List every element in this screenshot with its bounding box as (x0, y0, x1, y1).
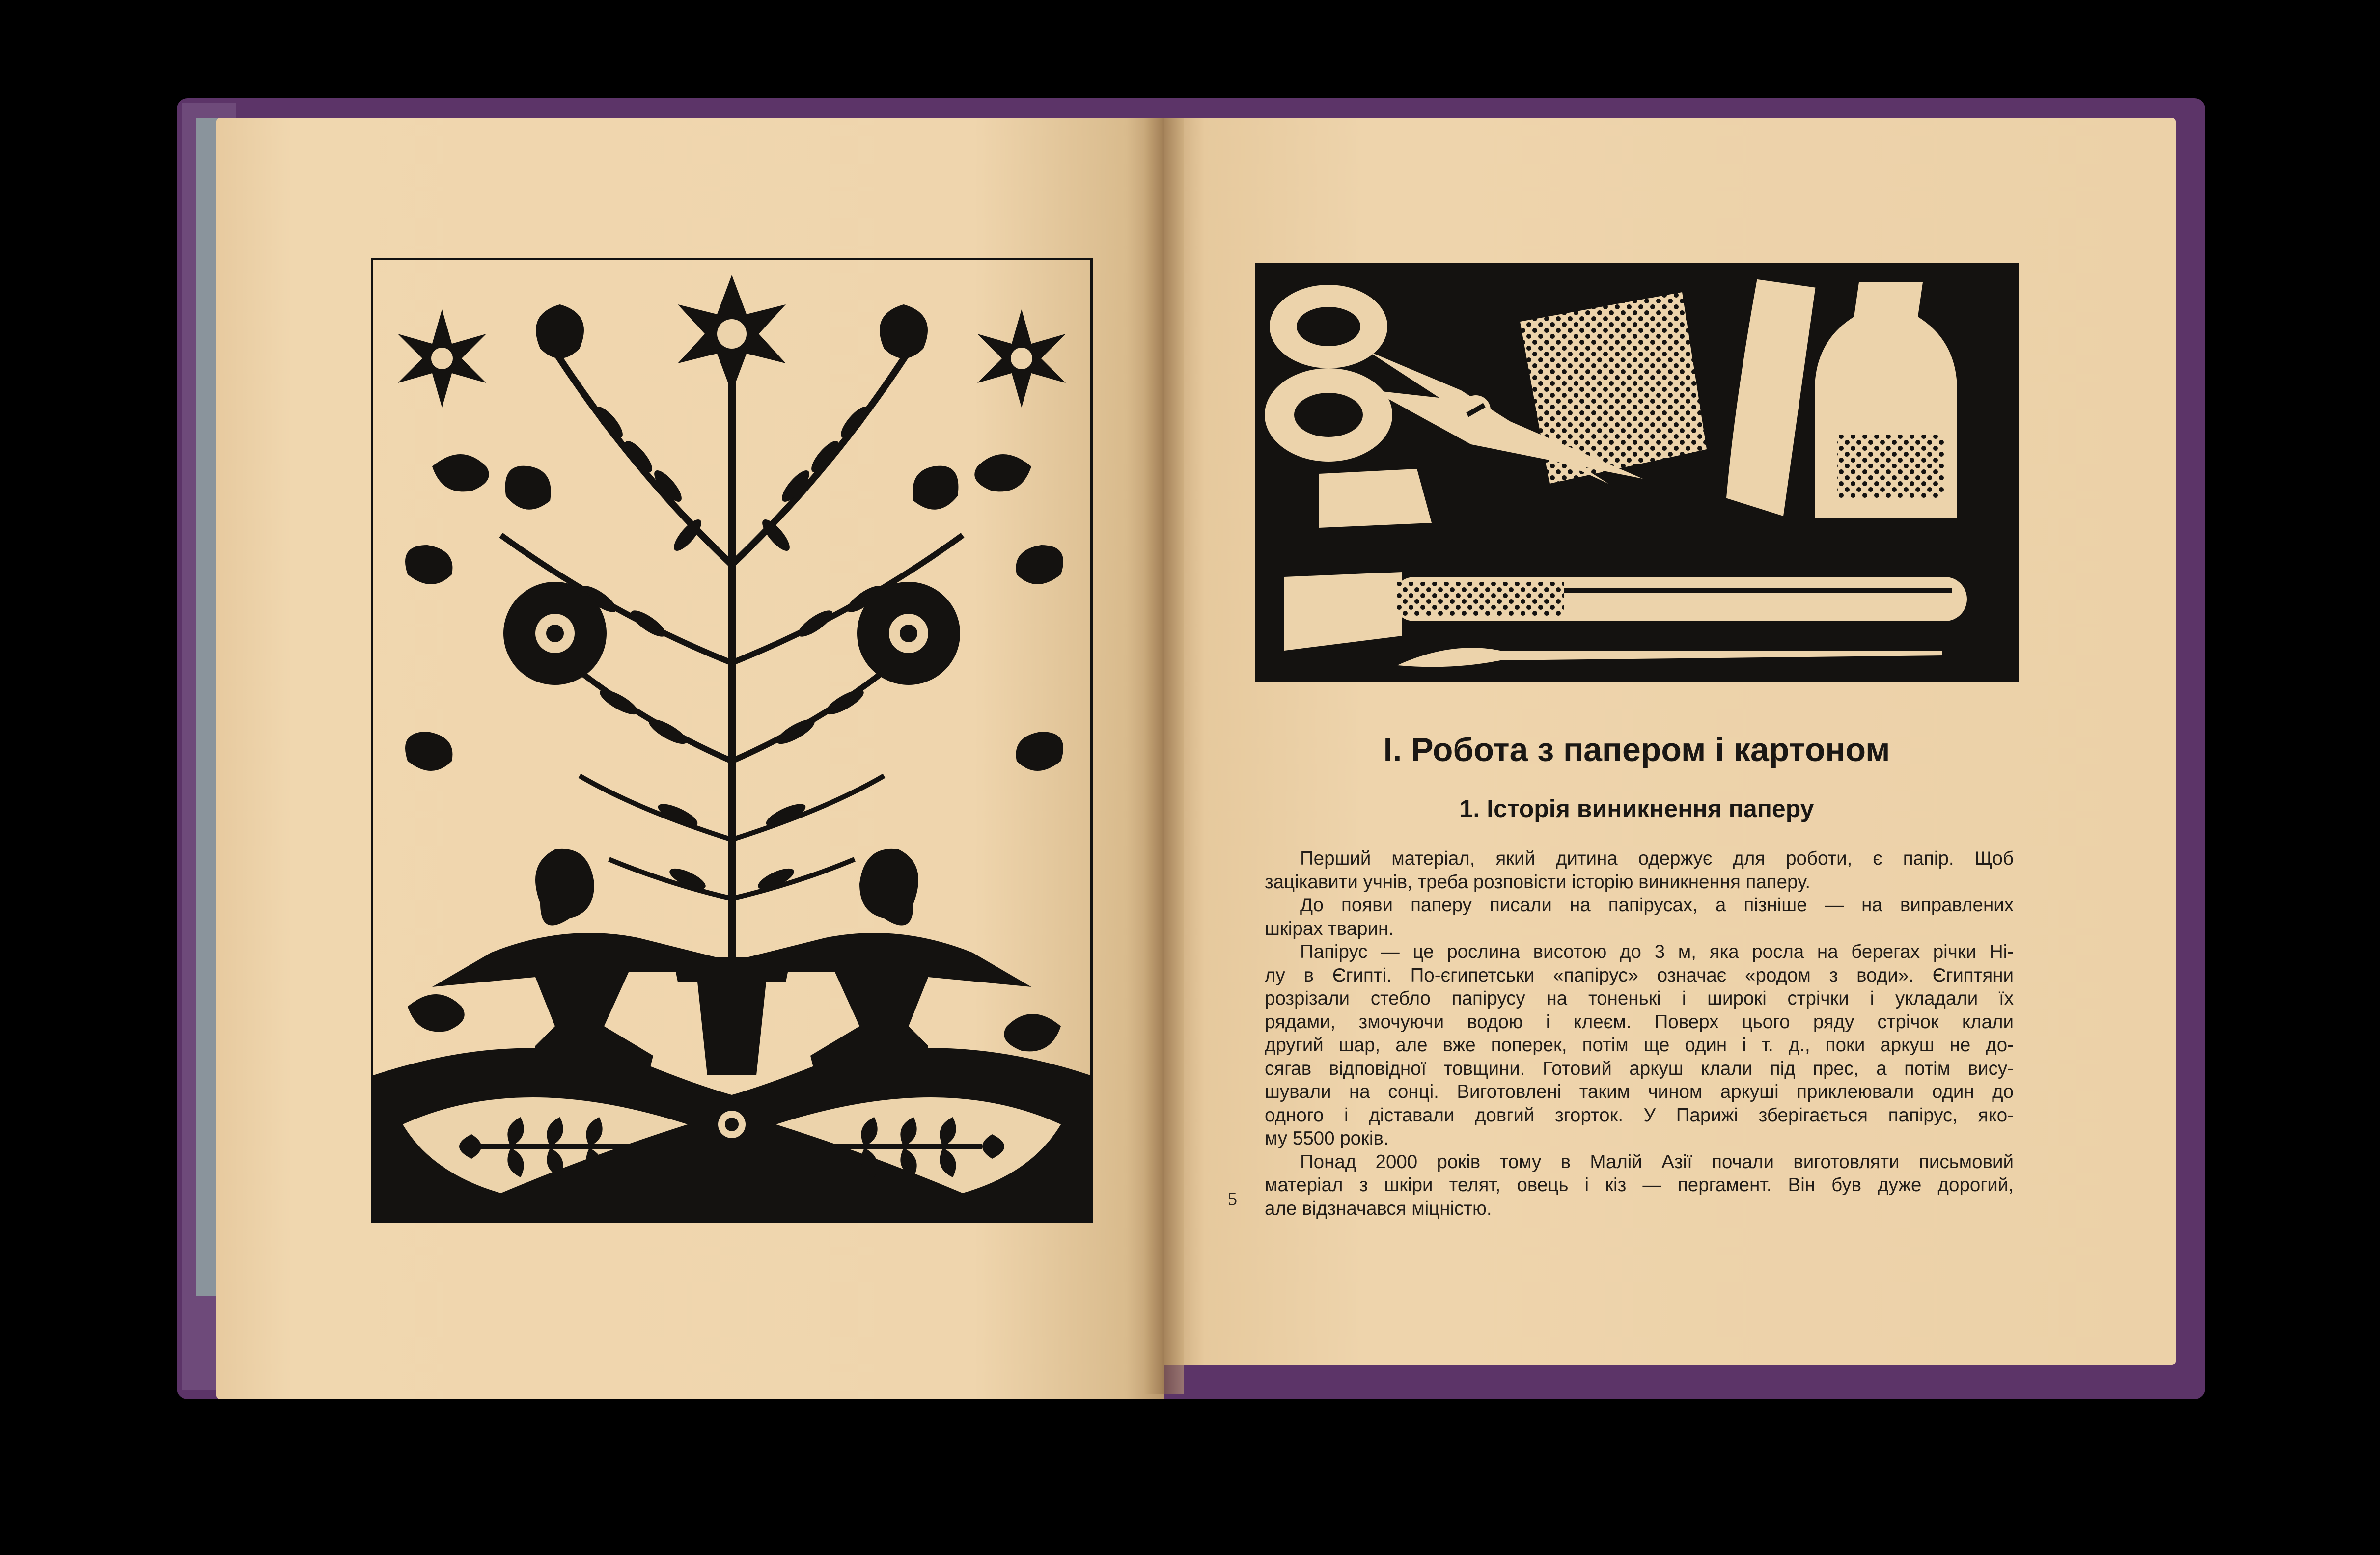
text-line: одного і діставали довгий згорток. У Парижі зберігається папірус, яко- (1265, 1104, 2014, 1126)
page-number: 5 (1228, 1189, 1237, 1209)
text-line: шували на сонці. Виготовлені таким чином аркуші приклеювали один до (1265, 1081, 2014, 1102)
text-line: лу в Єгипті. По-єгипетськи «папірус» означає «родом з води». Єгиптяни (1265, 964, 2014, 986)
text-line: розрізали стебло папірусу на тоненькі і широкі стрічки і укладали їх (1265, 988, 2014, 1009)
section-title: 1. Історія виникнення паперу (1459, 795, 1814, 822)
paper-tools-illustration (1255, 263, 2019, 682)
text-line: До появи паперу писали на папірусах, а пізніше — на виправлених (1300, 895, 2014, 916)
chapter-title: I. Робота з папером і картоном (1383, 731, 1890, 768)
book-gutter (1144, 118, 1184, 1394)
text-line: але відзначався міцністю. (1265, 1198, 1492, 1219)
text-line: рядами, змочуючи водою і клеєм. Поверх цього ряду стрічок клали (1265, 1011, 2014, 1033)
text-line: другий шар, але вже поперек, потім ще один і т. д., поки аркуш не до- (1265, 1035, 2014, 1056)
text-line: сягав відповідної товщини. Готовий аркуш клали під прес, а потім вису- (1265, 1058, 2014, 1079)
text-line: матеріал з шкіри телят, овець і кіз — пергамент. Він був дуже дорогий, (1265, 1174, 2014, 1196)
text-line: Понад 2000 років тому в Малій Азії почали виготовляти письмовий (1300, 1151, 2014, 1173)
text-line: шкірах тварин. (1265, 918, 1394, 939)
body-text (1265, 847, 2014, 1220)
text-line: зацікавити учнів, треба розповісти історію виникнення паперу. (1265, 871, 1811, 893)
text-line: Папірус — це рослина висотою до 3 м, яка росла на берегах річки Ні- (1300, 941, 2014, 962)
paper-cut-tree-dancers-illustration (371, 258, 1093, 1223)
text-line: му 5500 років. (1265, 1128, 1389, 1149)
text-line: Перший матеріал, який дитина одержує для роботи, є папір. Щоб (1300, 848, 2014, 869)
